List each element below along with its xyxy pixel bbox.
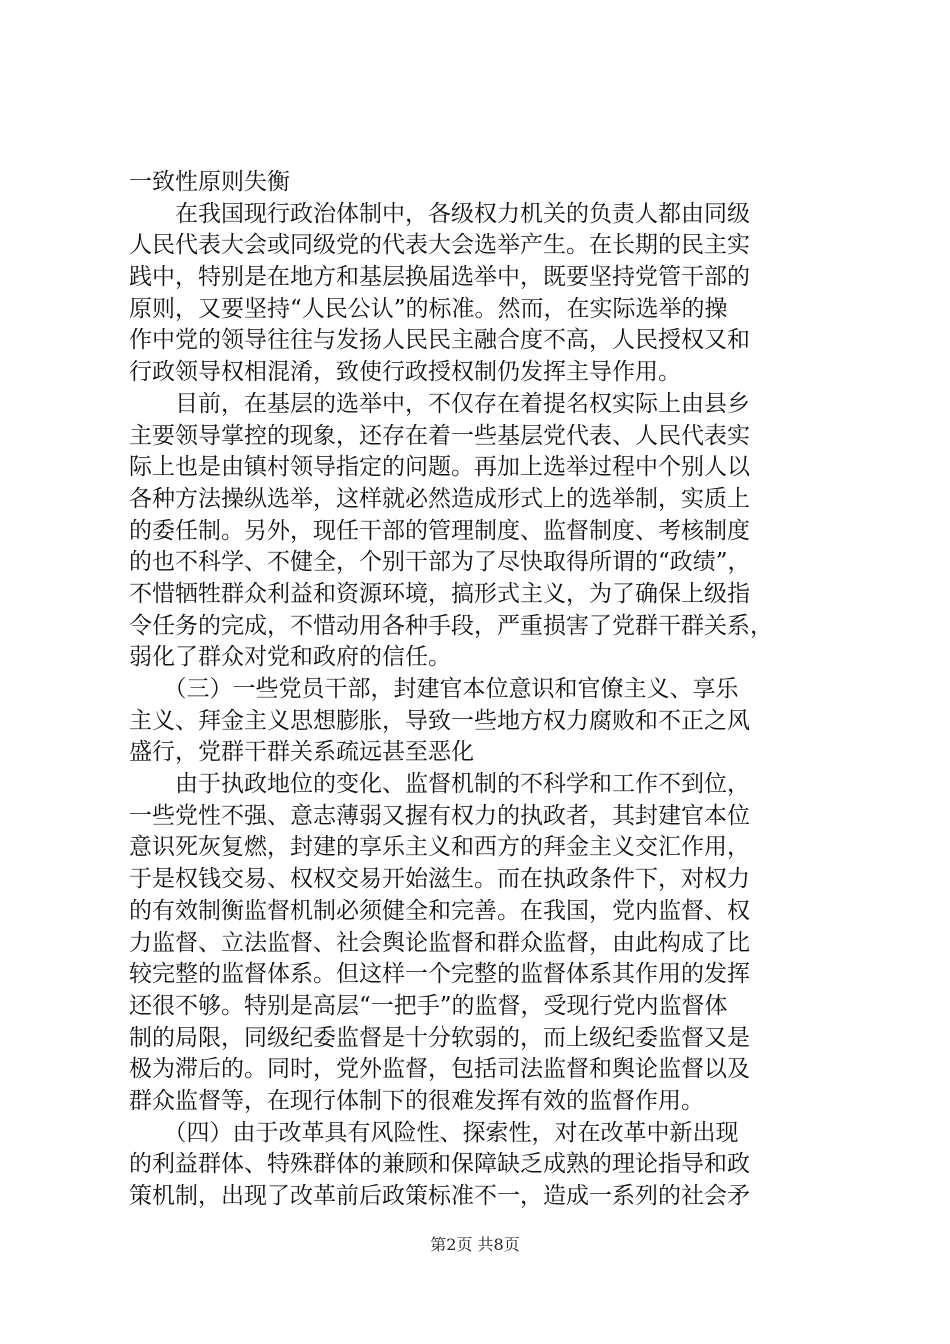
- text-line: 群众监督等，在现行体制下的很难发挥有效的监督作用。: [129, 1087, 704, 1114]
- text-line: 较完整的监督体系。但这样一个完整的监督体系其作用的发挥: [129, 961, 750, 988]
- text-line: 制的局限，同级纪委监督是十分软弱的，而上级纪委监督又是: [129, 1024, 750, 1051]
- text-line: 令任务的完成，不惜动用各种手段，严重损害了党群干群关系，: [129, 612, 773, 639]
- text-line: 的也不科学、不健全，个别干部为了尽快取得所谓的“政绩”，: [129, 549, 751, 576]
- text-line: 作中党的领导往往与发扬人民民主融合度不高，人民授权又和: [129, 327, 750, 354]
- text-line: 目前，在基层的选举中，不仅存在着提名权实际上由县乡: [129, 390, 750, 417]
- text-line: 原则，又要坚持“人民公认”的标准。然而，在实际选举的操: [129, 295, 728, 322]
- text-line: 的委任制。另外，现任干部的管理制度、监督制度、考核制度: [129, 517, 750, 544]
- text-line: 在我国现行政治体制中，各级权力机关的负责人都由同级: [129, 200, 750, 227]
- text-line: 际上也是由镇村领导指定的问题。再加上选举过程中个别人以: [129, 454, 750, 481]
- text-line: 弱化了群众对党和政府的信任。: [129, 644, 451, 671]
- text-line: 各种方法操纵选举，这样就必然造成形式上的选举制，实质上: [129, 485, 750, 512]
- text-line: 力监督、立法监督、社会舆论监督和群众监督，由此构成了比: [129, 929, 750, 956]
- text-line: 一些党性不强、意志薄弱又握有权力的执政者，其封建官本位: [129, 802, 750, 829]
- subsection-heading: 主义、拜金主义思想膨胀，导致一些地方权力腐败和不正之风: [129, 707, 750, 734]
- subsection-heading: （三）一些党员干部，封建官本位意识和官僚主义、享乐: [129, 676, 739, 702]
- text-line: 践中，特别是在地方和基层换届选举中，既要坚持党管干部的: [129, 264, 750, 291]
- text-line: 于是权钱交易、权权交易开始滋生。而在执政条件下，对权力: [129, 866, 750, 893]
- subsection-heading: 盛行，党群干群关系疏远甚至恶化: [129, 739, 474, 766]
- body-text: [129, 167, 834, 1213]
- page-footer: 第2页 共8页: [430, 1235, 520, 1254]
- text-line: 的有效制衡监督机制必须健全和完善。在我国，党内监督、权: [129, 897, 750, 924]
- text-line: 人民代表大会或同级党的代表大会选举产生。在长期的民主实: [129, 232, 750, 259]
- text-line: 还很不够。特别是高层“一把手”的监督，受现行党内监督体: [129, 992, 728, 1019]
- text-line: 的利益群体、特殊群体的兼顾和保障缺乏成熟的理论指导和政: [129, 1151, 750, 1178]
- text-line: 意识死灰复燃，封建的享乐主义和西方的拜金主义交汇作用，: [129, 834, 750, 861]
- text-line: 极为滞后的。同时，党外监督，包括司法监督和舆论监督以及: [129, 1056, 750, 1083]
- text-line: 主要领导掌控的现象，还存在着一些基层党代表、人民代表实: [129, 422, 750, 449]
- subsection-heading: （四）由于改革具有风险性、探索性，对在改革中新出现: [129, 1119, 739, 1146]
- text-line: 策机制，出现了改革前后政策标准不一，造成一系列的社会矛: [129, 1183, 750, 1209]
- text-line: 行政领导权相混淆，致使行政授权制仍发挥主导作用。: [129, 359, 681, 386]
- text-line: 不惜牺牲群众利益和资源环境，搞形式主义，为了确保上级指: [129, 580, 750, 607]
- section-heading: 一致性原则失衡: [129, 169, 290, 195]
- text-line: 由于执政地位的变化、监督机制的不科学和工作不到位，: [129, 771, 750, 798]
